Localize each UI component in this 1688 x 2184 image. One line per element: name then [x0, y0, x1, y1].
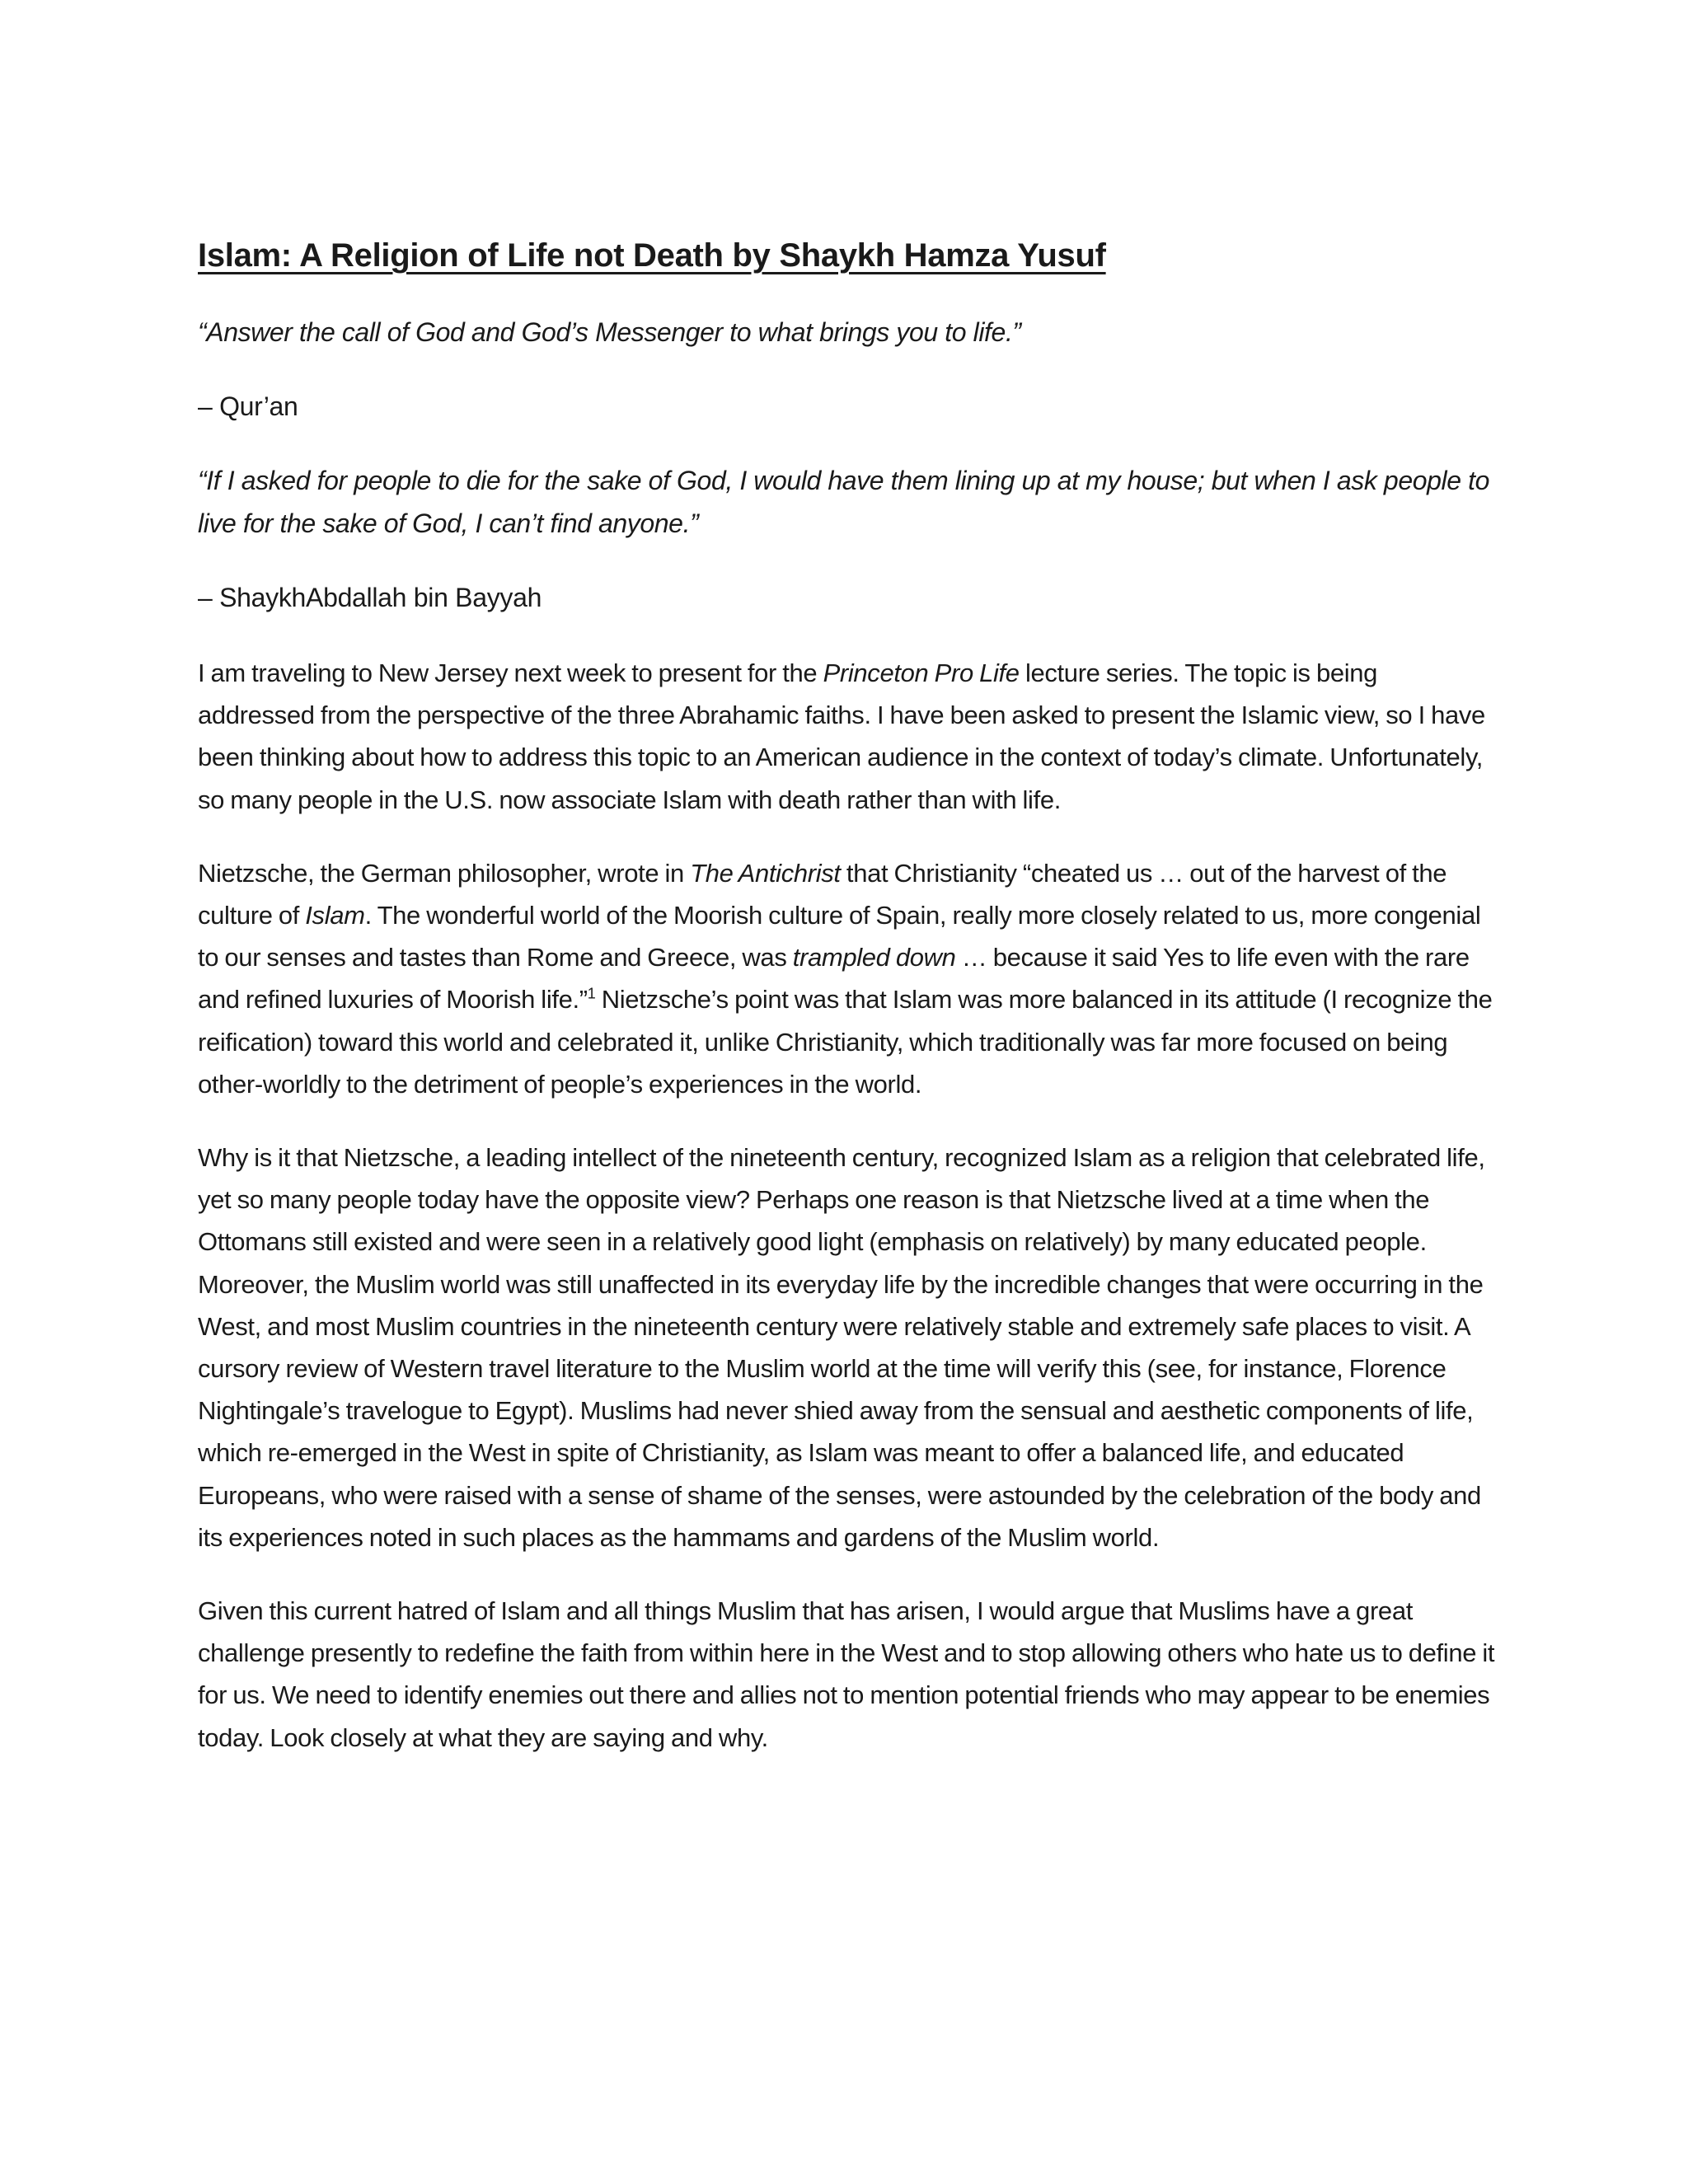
paragraph-nietzsche-text-b: that Christianity “cheated us … out of the harvest of the culture of [198, 858, 1447, 930]
document-title: Islam: A Religion of Life not Death by Shaykh Hamza Yusuf [198, 237, 1106, 274]
document-page [198, 233, 1496, 1790]
paragraph-why-nietzsche: Why is it that Nietzsche, a leading intellect of the nineteenth century, recognized Islam as a religion that celebrated life, yet so many people today have the opposite view? Perhaps one reason is that Nietzsche lived at a time when the Ottomans still existed and were seen in a relatively good light (emphasis on relatively) by many educated people. Moreover, the Muslim world was still unaffected in its everyday life by the incredible changes that were occurring in the West, and most Muslim countries in the nineteenth century were relatively stable and extremely safe places to visit. A cursory review of Western travel literature to the Muslim world at the time will verify this (see, for instance, Florence Nightingale’s travelogue to Egypt). Muslims had never shied away from the sensual and aesthetic components of life, which re-emerged in the West in spite of Christianity, as Islam was meant to offer a balanced life, and educated Europeans, who were raised with a sense of shame of the senses, were astounded by the celebration of the body and its experiences noted in such places as the hammams and gardens of the Muslim world. [198, 1143, 1485, 1552]
emphasis-islam: Islam [305, 901, 365, 930]
paragraph-nietzsche-text-e: Nietzsche’s point was that Islam was more balanced in its attitude (I recognize the reification) toward this world and celebrated it, unlike Christianity, which traditionally was far more focused on being other-worldly to the detriment of people’s experiences in the world. [198, 985, 1493, 1099]
book-title-antichrist: The Antichrist [690, 858, 841, 888]
paragraph-nietzsche-text-d: … because it said Yes to life even with the rare and refined luxuries of Moorish life.” [198, 943, 1470, 1015]
paragraph-intro-text-a: I am traveling to New Jersey next week to present for the [198, 658, 823, 687]
epigraph-attribution-quran: – Qur’an [198, 391, 298, 421]
epigraph-attribution-bin-bayyah: – ShaykhAbdallah bin Bayyah [198, 583, 542, 612]
emphasis-trampled-down: trampled down [792, 943, 956, 972]
epigraph-quote-bin-bayyah: “If I asked for people to die for the sake of God, I would have them lining up at my house; but when I ask people to live for the sake of God, I can’t find anyone.” [198, 466, 1490, 538]
footnote-marker[interactable]: 1 [587, 986, 596, 1003]
paragraph-nietzsche [198, 852, 1496, 1105]
paragraph-nietzsche-text-c: . The wonderful world of the Moorish culture of Spain, really more closely related to us, more congenial to our senses and tastes than Rome and Greece, was [198, 901, 1481, 972]
paragraph-intro-text-b: lecture series. The topic is being addressed from the perspective of the three Abrahamic faiths. I have been asked to present the Islamic view, so I have been thinking about how to address this topic to an American audience in the context of today’s climate. Unfortunately, so many people in the U.S. now associate Islam with death rather than with life. [198, 658, 1485, 814]
paragraph-intro [198, 652, 1496, 821]
paragraph-challenge: Given this current hatred of Islam and all things Muslim that has arisen, I would argue that Muslims have a great challenge presently to redefine the faith from within here in the West and to stop allowing others who hate us to define it for us. We need to identify enemies out there and allies not to mention potential friends who may appear to be enemies today. Look closely at what they are saying and why. [198, 1596, 1495, 1752]
paragraph-nietzsche-text-a: Nietzsche, the German philosopher, wrote in [198, 858, 691, 888]
epigraph-quote-quran: “Answer the call of God and God’s Messenger to what brings you to life.” [198, 317, 1021, 347]
lecture-series-title: Princeton Pro Life [823, 658, 1020, 687]
